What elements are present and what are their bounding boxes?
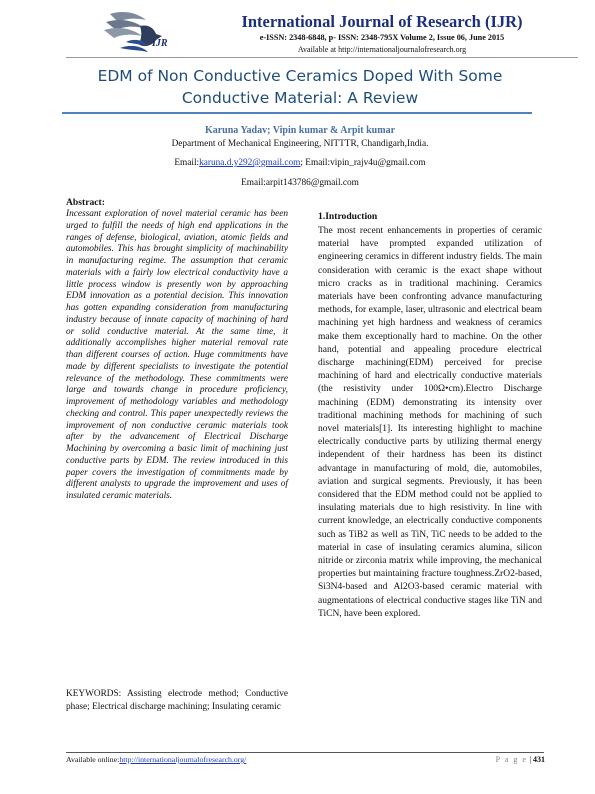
introduction-heading: 1.Introduction (318, 211, 378, 222)
page-label: P a g e (495, 755, 528, 764)
affiliation: Department of Mechanical Engineering, NITTTR, Chandigarh,India. (171, 139, 429, 149)
email-line-2: Email:arpit143786@gmail.com (241, 178, 359, 188)
availability-line: Available at http://internationaljournalofresearch.org (297, 45, 467, 54)
abstract-body: Incessant exploration of novel material ceramic has been urged to fulfill the needs of high end applications in the ranges of defense, biological, aviation, atomic fields and automobiles. This has brought simplicity of machinability in manufacturing regime. The assumption that ceramic materials with a fairly low electrical conductivity have a little process window is presently won by approaching EDM innovation as a potential decision. This innovation has gotten expanding consideration from manufacturing industry because of innate capacity of machining of hard or solid conductive material. At the same time, it additionally accomplishes higher material removal rate than different courses of action. Huge commitments have made by different specialists to investigate the potential relevance of the methodology. These commitments were large and towards change in procedure proficiency, improvement of methodology variables and methodology checking and control. This paper unexpectedly reviews the improvement of non conductive ceramic materials took after by the advancement of Electrical Discharge Machining by overcoming a basic limit of machining just conductive parts by EDM. The review introduced in this paper covers the investigation of commitments made by different analysts to upgrade the improvement and uses of insulated ceramic materials. (66, 209, 288, 501)
journal-title: International Journal of Research (IJR) (241, 12, 523, 31)
footer-availability (66, 755, 246, 764)
footer-divider (66, 752, 544, 753)
author-list: Karuna Yadav; Vipin kumar & Arpit kumar (204, 125, 396, 136)
paper-title (40, 65, 560, 109)
logo-text: IJR (152, 38, 168, 49)
introduction-body: The most recent enhancements in properties of ceramic material have prompted expanded utilization of engineering ceramics in different industry fields. The main consideration with ceramic is the exact shape without micro cracks as in traditional machining. Ceramics materials have been confronting advance manufacturing methods, for example, laser, ultrasonic and electrical beam machining yet high hardness and weakness of ceramics make them exceptionally hard to machine. On the other hand, potential and appealing procedure electrical discharge machining(EDM) perceived for precise machining of hard and electrically conductive materials (the resistivity under 100Ω•cm).Electro Discharge machining (EDM) demonstrating its intensity over traditional machining methods for machining of such novel materials[1]. Its interesting highlight to machine electrically conductive parts by utilizing thermal energy independent of their hardness has been its distinct advantage in manufacturing of mold, die, automobiles, aviation and surgical segments. Previously, it has been considered that the EDM method could not be applied to insulating materials due to high resistivity. In line with current knowledge, an electrically conductive components such as TiB2 as well as TiN, TiC needs to be added to the material in case of insulating ceramics alumina, silicon nitride or zirconia matrix while improving, the mechanical properties but maintaining fracture toughness.ZrO2-based, Si3N4-based and Al2O3-based ceramic material with augmentations of electrical conductive stages like TiN and TiCN, have been explored. (318, 226, 542, 619)
footer-prefix: Available online: (66, 755, 120, 764)
header-divider (66, 57, 578, 58)
email-prefix: Email: (174, 158, 200, 168)
page-separator: | (527, 755, 533, 764)
issn-line: e-ISSN: 2348-6848, p- ISSN: 2348-795X Volume 2, Issue 06, June 2015 (259, 33, 505, 42)
footer-url-link[interactable]: http://internationaljournalofresearch.org/ (119, 755, 247, 764)
email-line-1 (60, 158, 540, 168)
paper-title-line-2: Conductive Material: A Review (181, 89, 419, 107)
journal-logo (96, 8, 180, 54)
paper-title-line-1: EDM of Non Conductive Ceramics Doped With Some (97, 67, 503, 85)
title-divider (62, 112, 532, 114)
page-number-block (470, 755, 545, 764)
keywords: KEYWORDS: Assisting electrode method; Conductive phase; Electrical discharge machining; Insulating ceramic (66, 689, 288, 713)
page-number: 431 (533, 755, 545, 764)
email-link[interactable]: karuna.d.y292@gmail.com (199, 158, 301, 168)
abstract-heading: Abstract: (66, 197, 105, 208)
email-second: ; Email:vipin_rajv4u@gmail.com (300, 158, 426, 168)
